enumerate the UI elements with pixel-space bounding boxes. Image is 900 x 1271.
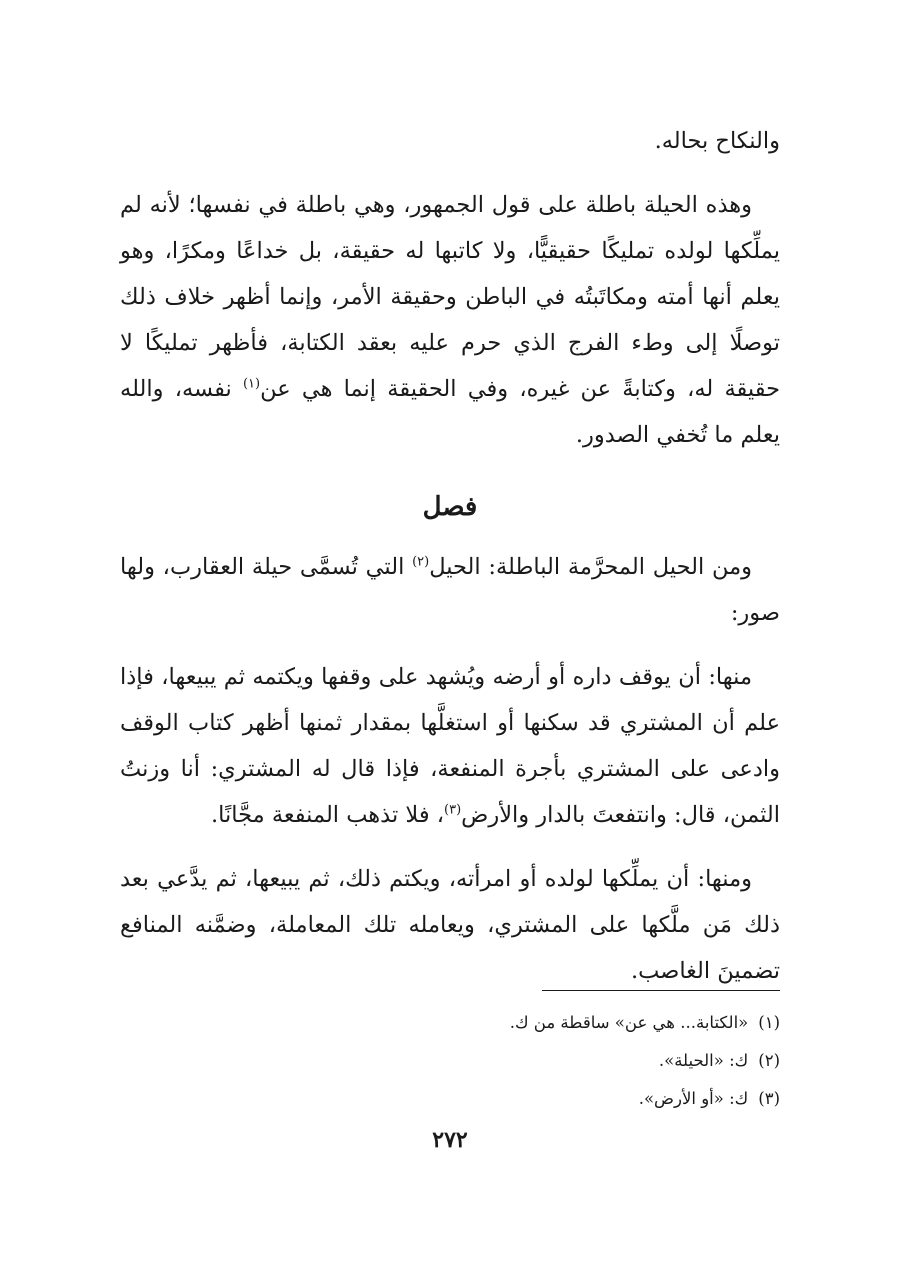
page-number: ٢٧٢ [432,1127,468,1153]
footnote-number: (٣) [758,1089,780,1108]
footnotes [120,1004,780,1118]
footnote-ref-1[interactable]: (١) [242,376,261,392]
paragraph-4: منها: أن يوقف داره أو أرضه ويُشهد على وقفها ويكتمه ثم يبيعها، فإذا علم أن المشتري قد سكنها أو استغلَّها بمقدار ثمنها أظهر كتاب الوقف وادعى على المشتري بأجرة المنفعة، فإذا قال له المشتري: أنا وزنتُ الثمن، قال: وانتفعتَ بالدار والأرض$^{(٣)}$، فلا تذهب المنفعة مجَّانًا. [120,664,780,828]
paragraph-3: ومن الحيل المحرَّمة الباطلة: الحيل$^{(٢)}$ التي تُسمَّى حيلة العقارب، ولها صور: [120,554,780,626]
footnote-1 [120,1004,780,1042]
footnote-ref-3[interactable]: (٣) [444,802,462,818]
footnote-3 [120,1080,780,1118]
paragraph-5: ومنها: أن يملِّكها لولده أو امرأته، ويكتم ذلك، ثم يبيعها، ثم يدَّعي بعد ذلك مَن ملَّكها على المشتري، ويعامله تلك المعاملة، وضمَّنه المنافع تضمينَ الغاصب. [120,866,780,984]
footnote-ref-2[interactable]: (٢) [412,554,430,570]
paragraph-2: وهذه الحيلة باطلة على قول الجمهور، وهي باطلة في نفسها؛ لأنه لم يملِّكها لولده تمليكًا حقيقيًّا، ولا كاتبها له حقيقة، بل خداعًا ومكرًا، وهو يعلم أنها أمته ومكاتَبتُه في الباطن وحقيقة الأمر، وإنما أظهر خلاف ذلك توصلًا إلى وطء الفرج الذي حرم عليه بعقد الكتابة، فأظهر تمليكًا لا حقيقة له، وكتابةً عن غيره، وفي الحقيقة إنما هي عن$^{(١)}$ نفسه، والله يعلم ما تُخفي الصدور. [120,192,780,448]
section-title: فصل [422,492,478,522]
footnote-text: ك: «الحيلة». [658,1051,749,1070]
footnote-number: (٢) [758,1051,780,1070]
page-body [120,118,780,994]
footnote-text: «الكتابة... هي عن» ساقطة من ك. [509,1013,749,1032]
paragraph-1: والنكاح بحاله. [654,128,780,154]
footnote-number: (١) [758,1013,780,1032]
footnote-divider [542,990,780,991]
footnote-text: ك: «أو الأرض». [638,1089,749,1108]
footnote-2 [120,1042,780,1080]
